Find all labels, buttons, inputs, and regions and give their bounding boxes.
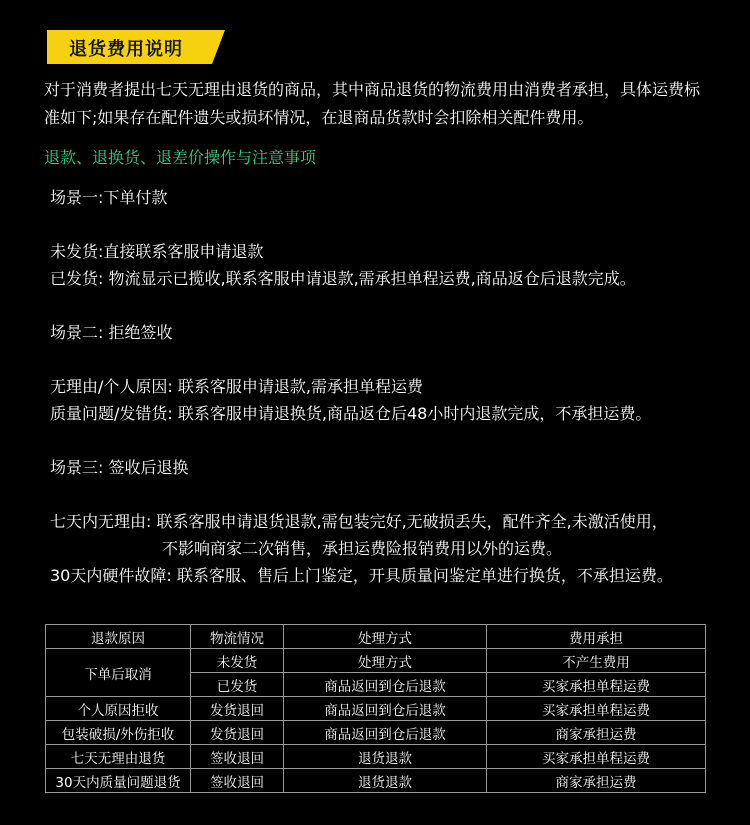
header-reason: 退款原因 (46, 625, 191, 649)
scenario-3-title: 场景三: 签收后退换 (50, 458, 189, 477)
cell-handling: 商品返回到仓后退款 (284, 697, 487, 721)
header-logistics: 物流情况 (191, 625, 284, 649)
cell-logistics: 发货退回 (191, 697, 284, 721)
cell-cost: 买家承担单程运费 (487, 697, 706, 721)
section-heading: 退款、退换货、退差价操作与注意事项 (44, 148, 317, 167)
cell-logistics: 签收退回 (191, 745, 284, 769)
scenario-1-line-2: 已发货: 物流显示已揽收,联系客服申请退款,需承担单程运费,商品返仓后退款完成。 (50, 269, 636, 288)
table-row (46, 697, 706, 721)
header-cost: 费用承担 (487, 625, 706, 649)
cell-cost: 买家承担单程运费 (487, 745, 706, 769)
scenario-1-line-1: 未发货:直接联系客服申请退款 (50, 242, 264, 261)
cell-logistics: 签收退回 (191, 769, 284, 793)
cell-cost: 不产生费用 (487, 649, 706, 673)
table-row (46, 649, 706, 673)
cell-reason: 七天无理由退货 (46, 745, 191, 769)
scenario-2-title: 场景二: 拒绝签收 (50, 323, 173, 342)
title-badge (47, 30, 225, 64)
cell-handling: 处理方式 (284, 649, 487, 673)
cell-reason: 30天内质量问题退货 (46, 769, 191, 793)
cell-reason: 个人原因拒收 (46, 697, 191, 721)
cell-cost: 商家承担运费 (487, 769, 706, 793)
header-handling: 处理方式 (284, 625, 487, 649)
cell-cost: 商家承担运费 (487, 721, 706, 745)
cell-logistics: 未发货 (191, 649, 284, 673)
return-fee-table (45, 624, 706, 793)
intro-paragraph: 对于消费者提出七天无理由退货的商品，其中商品退货的物流费用由消费者承担，具体运费标准如下;如果存在配件遗失或损坏情况，在退商品货款时会扣除相关配件费用。 (44, 80, 701, 127)
cell-logistics: 已发货 (191, 673, 284, 697)
cell-handling: 退货退款 (284, 745, 487, 769)
scenario-2-line-1: 无理由/个人原因: 联系客服申请退款,需承担单程运费 (50, 377, 423, 396)
cell-reason: 包装破损/外伤拒收 (46, 721, 191, 745)
table-header-row (46, 625, 706, 649)
cell-logistics: 发货退回 (191, 721, 284, 745)
scenario-3-line-1-continued: 不影响商家二次销售，承担运费险报销费用以外的运费。 (162, 539, 563, 558)
scenario-1-title: 场景一:下单付款 (50, 188, 168, 207)
cell-cost: 买家承担单程运费 (487, 673, 706, 697)
cell-reason: 下单后取消 (46, 649, 191, 697)
table-row (46, 769, 706, 793)
scenario-3-line-1: 七天内无理由: 联系客服申请退货退款,需包装完好,无破损丢失，配件齐全,未激活使用， (50, 512, 668, 531)
table-row (46, 721, 706, 745)
cell-handling: 退货退款 (284, 769, 487, 793)
scenario-2-line-2: 质量问题/发错货: 联系客服申请退换货,商品返仓后48小时内退款完成，不承担运费。 (50, 404, 652, 423)
table-row (46, 745, 706, 769)
title-badge-text: 退货费用说明 (69, 39, 183, 60)
scenario-3-line-2: 30天内硬件故障: 联系客服、售后上门鉴定，开具质量问鉴定单进行换货，不承担运费。 (50, 566, 673, 585)
cell-handling: 商品返回到仓后退款 (284, 673, 487, 697)
cell-handling: 商品返回到仓后退款 (284, 721, 487, 745)
